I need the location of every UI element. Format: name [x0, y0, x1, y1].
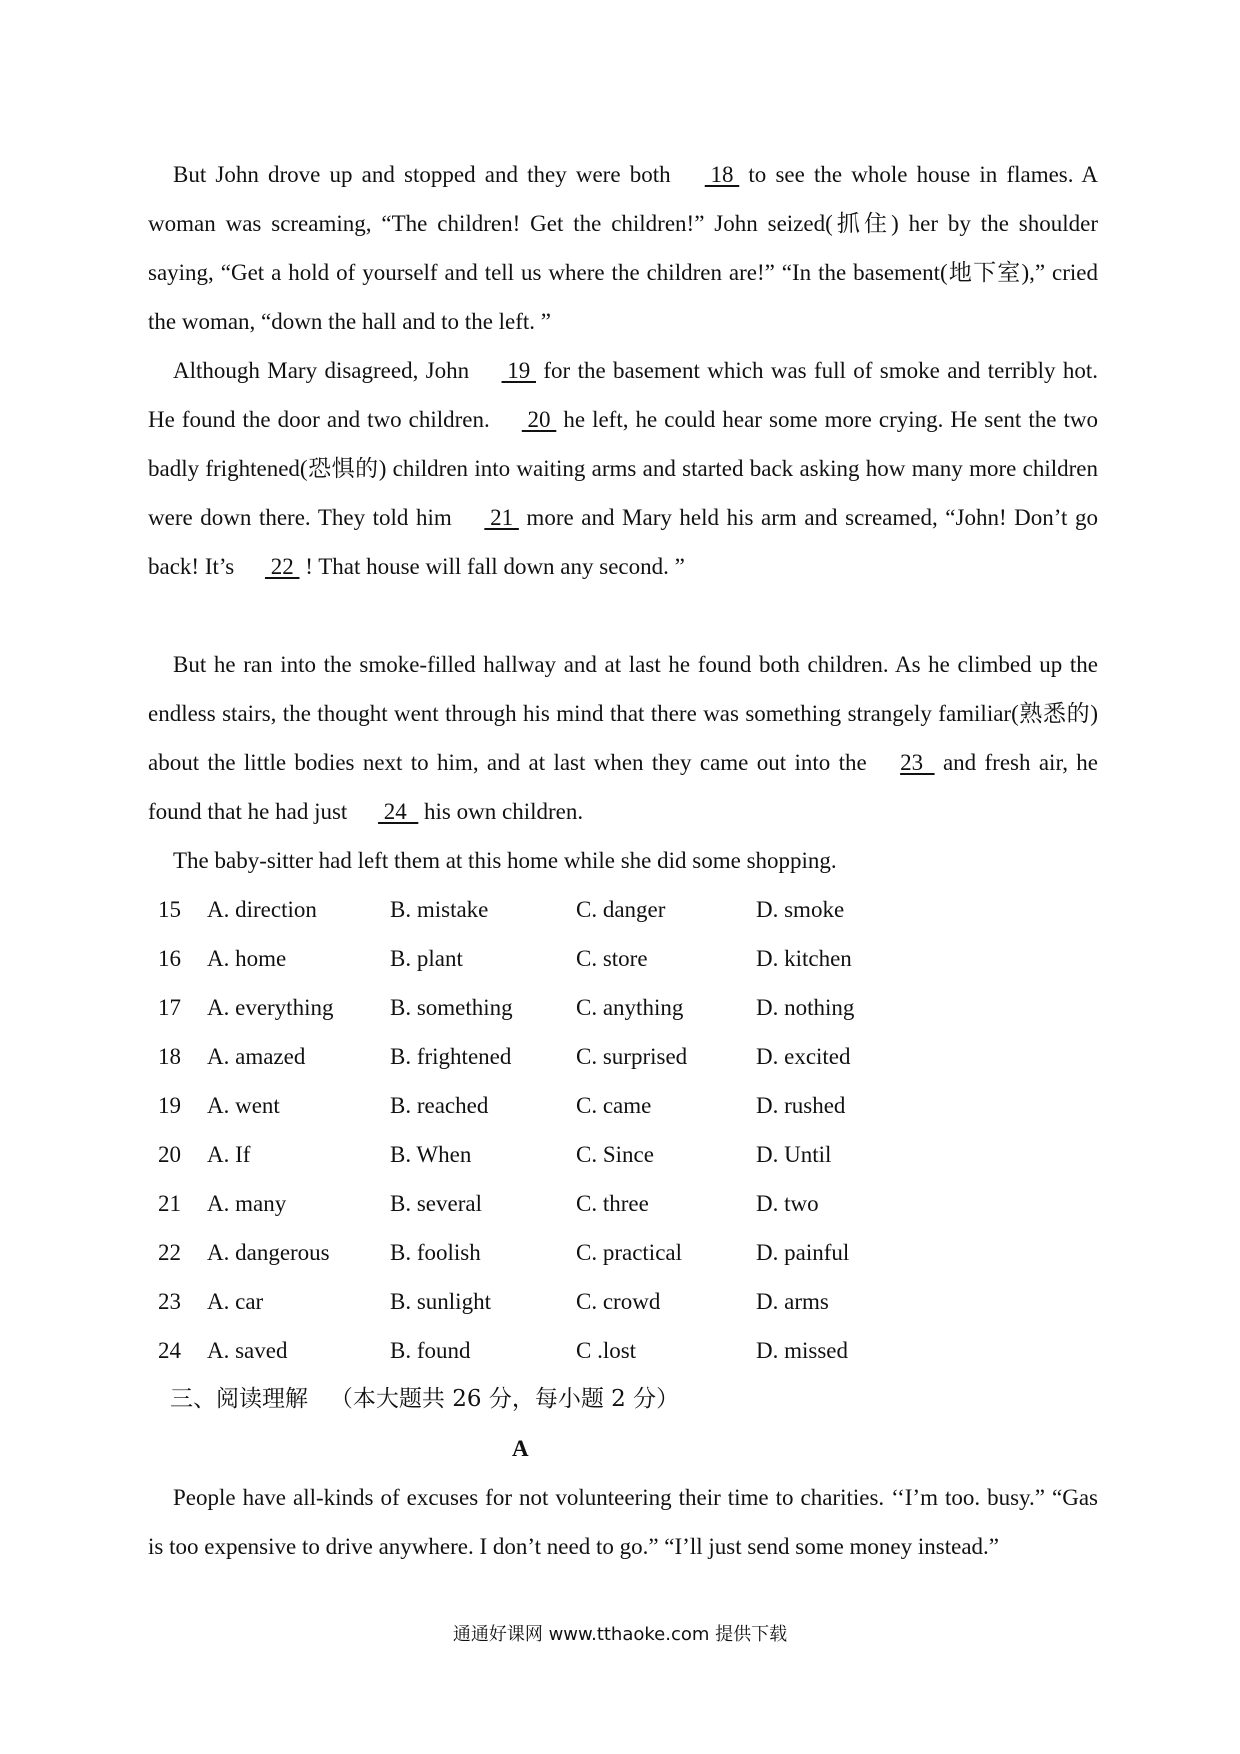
option-row [158, 1326, 958, 1375]
option-d: D. painful [756, 1240, 850, 1265]
question-number: 17 [158, 995, 181, 1020]
option-d: D. smoke [756, 897, 845, 922]
option-a: A. home [207, 946, 287, 971]
paragraph-text: to see the whole house in flames. A woman was screaming, “The children! Get the children!” John seized(抓住) her by the shoulder saying, “Get a hold of yourself and tell us where the children are!” “In the basement(地下室),” cried the woman, “down the hall and to the left. ” [148, 162, 1098, 334]
passage-label: A [512, 1436, 529, 1461]
question-number: 23 [158, 1289, 181, 1314]
paragraph-text: Although Mary disagreed, John [173, 358, 477, 383]
option-b: B. mistake [390, 897, 489, 922]
option-c: C. practical [576, 1240, 683, 1265]
option-c: C. danger [576, 897, 666, 922]
option-a: A. dangerous [207, 1240, 330, 1265]
option-a: A. saved [207, 1338, 288, 1363]
paragraph-5 [148, 1473, 1098, 1571]
question-number: 15 [158, 897, 181, 922]
option-row [158, 983, 958, 1032]
question-number: 22 [158, 1240, 181, 1265]
option-c: C. Since [576, 1142, 654, 1167]
paragraph-text: The baby-sitter had left them at this home while she did some shopping. [173, 848, 837, 873]
option-b: B. something [390, 995, 513, 1020]
option-row [158, 1130, 958, 1179]
question-number: 24 [158, 1338, 181, 1363]
blank-20: 20 [521, 407, 557, 432]
option-b: B. plant [390, 946, 463, 971]
option-c: C. three [576, 1191, 649, 1216]
option-d: D. Until [756, 1142, 832, 1167]
option-b: B. When [390, 1142, 472, 1167]
paragraph-text: ! That house will fall down any second. ” [299, 554, 685, 579]
paragraph-2 [148, 346, 1098, 591]
option-a: A. If [207, 1142, 251, 1167]
option-row [158, 885, 958, 934]
blank-18: 18 [704, 162, 740, 187]
option-row [158, 1032, 958, 1081]
option-row [158, 1081, 958, 1130]
option-d: D. nothing [756, 995, 855, 1020]
option-a: A. everything [207, 995, 334, 1020]
option-row [158, 1277, 958, 1326]
option-c: C. store [576, 946, 648, 971]
option-c: C. crowd [576, 1289, 661, 1314]
option-d: D. arms [756, 1289, 829, 1314]
blank-23: 23 [900, 750, 935, 775]
option-a: A. many [207, 1191, 287, 1216]
option-row [158, 1228, 958, 1277]
option-b: B. sunlight [390, 1289, 491, 1314]
paragraph-text: But John drove up and stopped and they were both [173, 162, 680, 187]
option-d: D. kitchen [756, 946, 852, 971]
question-number: 18 [158, 1044, 181, 1069]
paragraph-text: People have all-kinds of excuses for not volunteering their time to charities. ‘‘I’m too. busy.” “Gas is too expensive to drive anywhere. I don’t need to go.” “I’ll just send some money instead.” [148, 1485, 1098, 1559]
blank-22: 22 [264, 554, 300, 579]
question-number: 21 [158, 1191, 181, 1216]
option-b: B. found [390, 1338, 471, 1363]
option-b: B. reached [390, 1093, 489, 1118]
answer-options [158, 885, 958, 1375]
paragraph-text: But he ran into the smoke-filled hallway and at last he found both children. As he climbed up the endless stairs, the thought went through his mind that there was something strangely familiar(熟悉的) about the little bodies next to him, and at last when they came out into the [148, 652, 1098, 775]
question-number: 19 [158, 1093, 181, 1118]
paragraph-text: more and Mary held his arm and screamed, “John! Don’t go back! It’s [148, 505, 1098, 579]
page-footer: 通通好课网 www.tthaoke.com 提供下载 [452, 1624, 788, 1645]
section-heading: 三、阅读理解 （本大题共 26 分，每小题 2 分） [170, 1386, 680, 1412]
blank-24: 24 [378, 799, 419, 824]
blank-21: 21 [484, 505, 519, 530]
option-row [158, 934, 958, 983]
option-a: A. went [207, 1093, 280, 1118]
paragraph-text: his own children. [418, 799, 584, 824]
option-c: C. anything [576, 995, 684, 1020]
blank-19: 19 [501, 358, 537, 383]
option-a: A. amazed [207, 1044, 306, 1069]
option-c: C .lost [576, 1338, 637, 1363]
paragraph-4 [148, 836, 1098, 885]
option-a: A. car [207, 1289, 264, 1314]
option-b: B. foolish [390, 1240, 481, 1265]
option-a: A. direction [207, 897, 317, 922]
paragraph-text: for the basement which was full of smoke and terribly hot. He found the door and two children. [148, 358, 1098, 432]
option-d: D. rushed [756, 1093, 846, 1118]
option-row [158, 1179, 958, 1228]
question-number: 20 [158, 1142, 181, 1167]
option-c: C. came [576, 1093, 652, 1118]
paragraph-3 [148, 640, 1098, 836]
option-d: D. two [756, 1191, 819, 1216]
paragraph-1 [148, 150, 1098, 346]
option-d: D. missed [756, 1338, 848, 1363]
option-b: B. frightened [390, 1044, 512, 1069]
question-number: 16 [158, 946, 181, 971]
option-d: D. excited [756, 1044, 851, 1069]
option-b: B. several [390, 1191, 482, 1216]
paragraph-text: and fresh air, he found that he had just [148, 750, 1099, 824]
option-c: C. surprised [576, 1044, 688, 1069]
paragraph-text: he left, he could hear some more crying. He sent the two badly frightened(恐惧的) children into waiting arms and started back asking how many more children were down there. They told him [148, 407, 1098, 530]
